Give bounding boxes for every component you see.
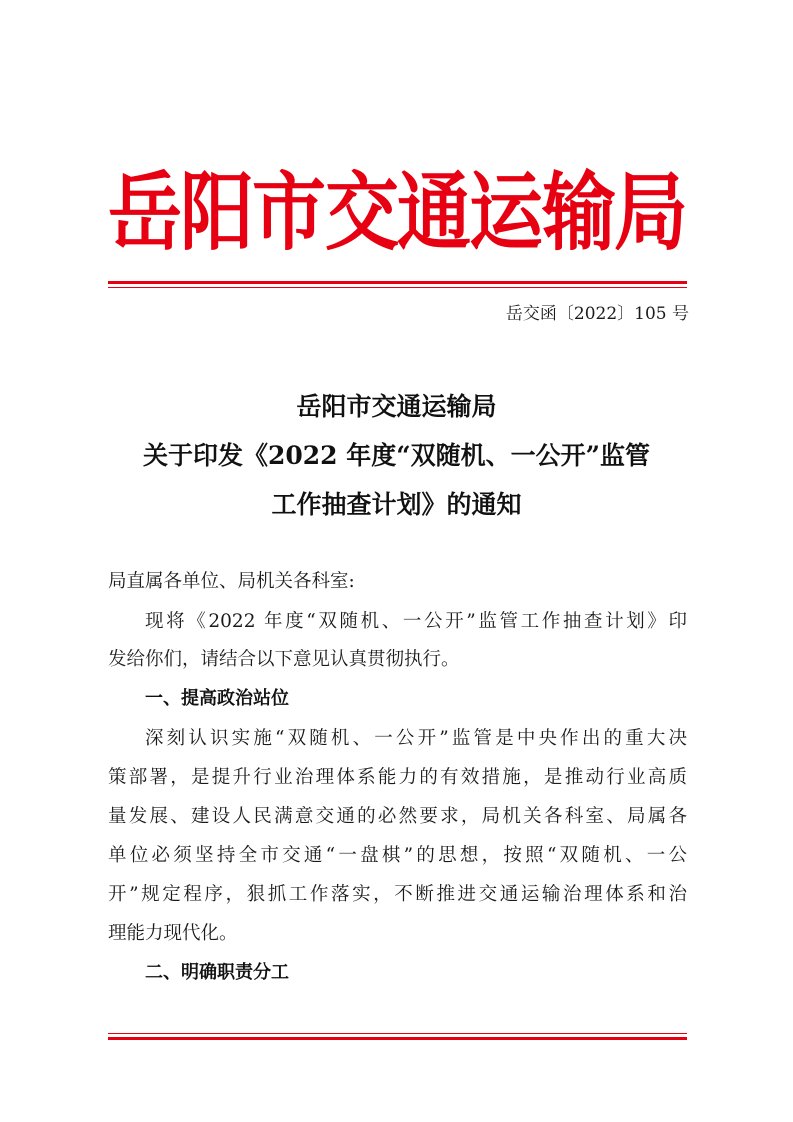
title-line-3: 工作抽查计划》的通知 (271, 490, 522, 519)
paragraph-line: 量发展、建设人民满意交通的必然要求，局机关各科室、局属各 (108, 806, 687, 827)
header-rule-thick (108, 281, 687, 284)
paragraph-line: 深刻认识实施“双随机、一公开”监管是中央作出的重大决 (145, 728, 687, 749)
paragraph-line: 单位必须坚持全市交通“一盘棋”的思想，按照“双随机、一公 (108, 845, 687, 866)
masthead-char: 通 (397, 163, 471, 263)
header-rule-thin (108, 287, 687, 288)
masthead-char: 市 (252, 163, 326, 263)
title-line-1: 岳阳市交通运输局 (296, 392, 497, 421)
footer-rule-thick (108, 1037, 687, 1040)
masthead-char: 运 (469, 163, 543, 263)
paragraph-line: 策部署，是提升行业治理体系能力的有效措施，是推动行业高质 (108, 767, 687, 788)
salutation: 局直属各单位、局机关各科室: (108, 571, 355, 592)
agency-masthead (108, 163, 688, 263)
paragraph-line: 发给你们，请结合以下意见认真贯彻执行。 (108, 649, 460, 670)
section-heading: 二、明确职责分工 (145, 962, 289, 983)
document-number: 岳交函〔2022〕105 号 (505, 304, 689, 324)
masthead-char: 输 (542, 163, 616, 263)
masthead-char: 岳 (108, 163, 182, 263)
title-line-2: 关于印发《2022 年度“双随机、一公开”监管 (142, 441, 651, 470)
paragraph-line: 理能力现代化。 (108, 923, 238, 944)
paragraph-line: 现将《2022 年度“双随机、一公开”监管工作抽查计划》印 (145, 611, 687, 632)
footer-rule-thin (108, 1033, 687, 1034)
masthead-char: 局 (614, 163, 688, 263)
masthead-char: 交 (325, 163, 399, 263)
section-heading: 一、提高政治站位 (145, 688, 289, 709)
masthead-char: 阳 (180, 163, 254, 263)
paragraph-line: 开”规定程序，狠抓工作落实，不断推进交通运输治理体系和治 (108, 884, 687, 905)
